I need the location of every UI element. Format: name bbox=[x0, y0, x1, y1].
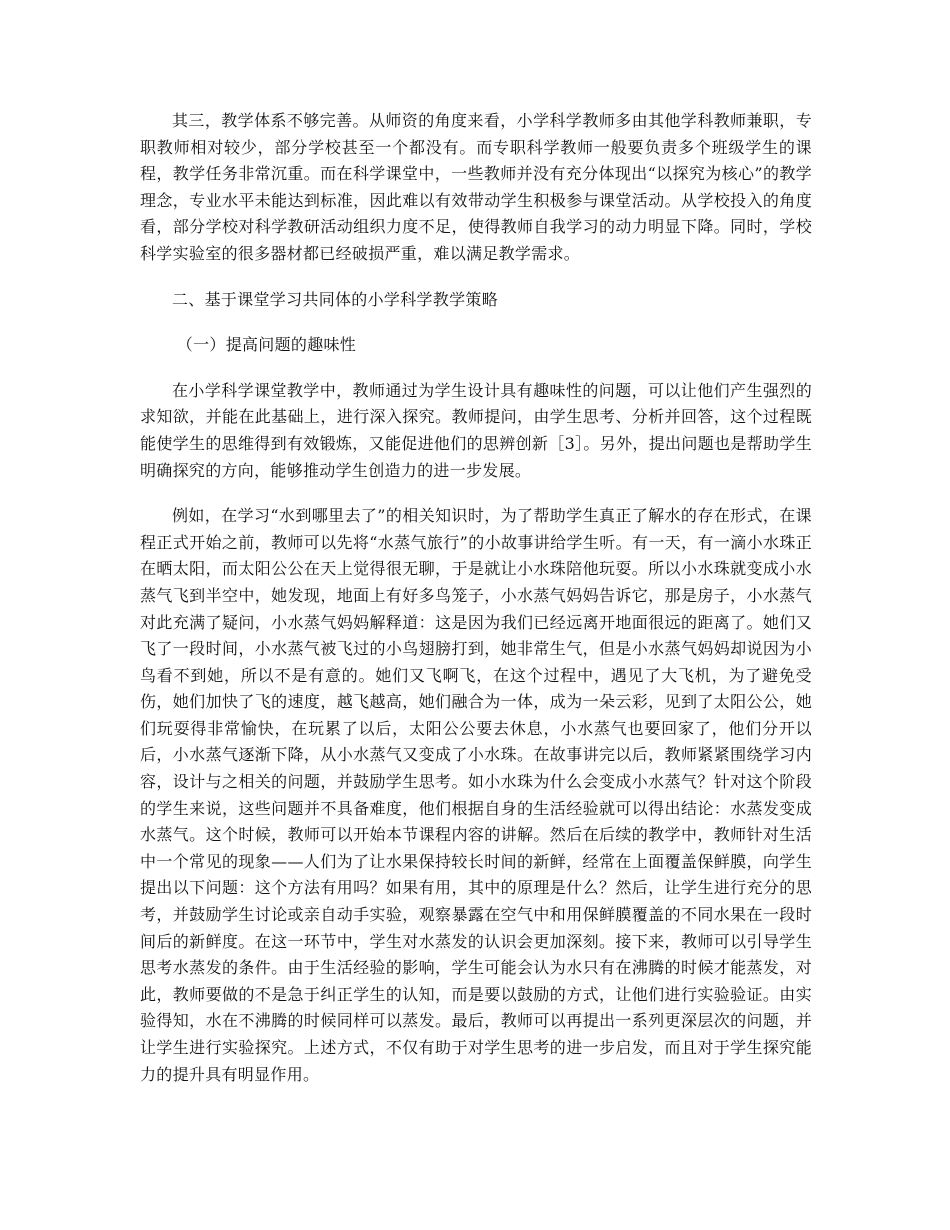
subsection-heading-interesting-questions: （一）提高问题的趣味性 bbox=[176, 335, 357, 355]
document-body bbox=[140, 108, 812, 1088]
paragraph-teaching-system: 其三，教学体系不够完善。从师资的角度来看，小学科学教师多由其他学科教师兼职，专职教师相对较少，部分学校甚至一个都没有。而专职科学教师一般要负责多个班级学生的课程，教学任务非常沉重。而在科学课堂中，一些教师并没有充分体现出“以探究为核心”的教学理念，专业水平未能达到标准，因此难以有效带动学生积极参与课堂活动。从学校投入的角度看，部分学校对科学教研活动组织力度不足，使得教师自我学习的动力明显下降。同时，学校科学实验室的很多器材都已经破损严重，难以满足教学需求。 bbox=[140, 111, 812, 263]
section-heading-strategies: 二、基于课堂学习共同体的小学科学教学策略 bbox=[172, 289, 499, 309]
paragraph-water-example: 例如，在学习“水到哪里去了”的相关知识时，为了帮助学生真正了解水的存在形式，在课程正式开始之前，教师可以先将“水蒸气旅行”的小故事讲给学生听。有一天，有一滴小水珠正在晒太阳，而太阳公公在天上觉得很无聊，于是就让小水珠陪他玩耍。所以小水珠就变成小水蒸气飞到半空中，她发现，地面上有好多鸟笼子，小水蒸气妈妈告诉它，那是房子，小水蒸气对此充满了疑问，小水蒸气妈妈解释道：这是因为我们已经远离开地面很远的距离了。她们又飞了一段时间，小水蒸气被飞过的小鸟翅膀打到，她非常生气，但是小水蒸气妈妈却说因为小鸟看不到她，所以不是有意的。她们又飞啊飞，在这个过程中，遇见了大飞机，为了避免受伤，她们加快了飞的速度，越飞越高，她们融合为一体，成为一朵云彩，见到了太阳公公，她们玩耍得非常愉快，在玩累了以后，太阳公公要去休息，小水蒸气也要回家了，他们分开以后，小水蒸气逐渐下降，从小水蒸气又变成了小水珠。在故事讲完以后，教师紧紧围绕学习内容，设计与之相关的问题，并鼓励学生思考。如小水珠为什么会变成小水蒸气？针对这个阶段的学生来说，这些问题并不具备难度，他们根据自身的生活经验就可以得出结论：水蒸发变成水蒸气。这个时候，教师可以开始本节课程内容的讲解。然后在后续的教学中，教师针对生活中一个常见的现象——人们为了让水果保持较长时间的新鲜，经常在上面覆盖保鲜膜，向学生提出以下问题：这个方法有用吗？如果有用，其中的原理是什么？然后，让学生进行充分的思考，并鼓励学生讨论或亲自动手实验，观察暴露在空气中和用保鲜膜覆盖的不同水果在一段时间后的新鲜度。在这一环节中，学生对水蒸发的认识会更加深刻。接下来，教师可以引导学生思考水蒸发的条件。由于生活经验的影响，学生可能会认为水只有在沸腾的时候才能蒸发，对此，教师要做的不是急于纠正学生的认知，而是要以鼓励的方式，让他们进行实验验证。由实验得知，水在不沸腾的时候同样可以蒸发。最后，教师可以再提出一系列更深层次的问题，并让学生进行实验探究。上述方式，不仅有助于对学生思考的进一步启发，而且对于学生探究能力的提升具有明显作用。 bbox=[140, 506, 812, 1084]
paragraph-question-design: 在小学科学课堂教学中，教师通过为学生设计具有趣味性的问题，可以让他们产生强烈的求知欲，并能在此基础上，进行深入探究。教师提问，由学生思考、分析并回答，这个过程既能使学生的思维得到有效锻炼，又能促进他们的思辨创新［3］。另外，提出问题也是帮助学生明确探究的方向，能够推动学生创造力的进一步发展。 bbox=[140, 380, 812, 480]
